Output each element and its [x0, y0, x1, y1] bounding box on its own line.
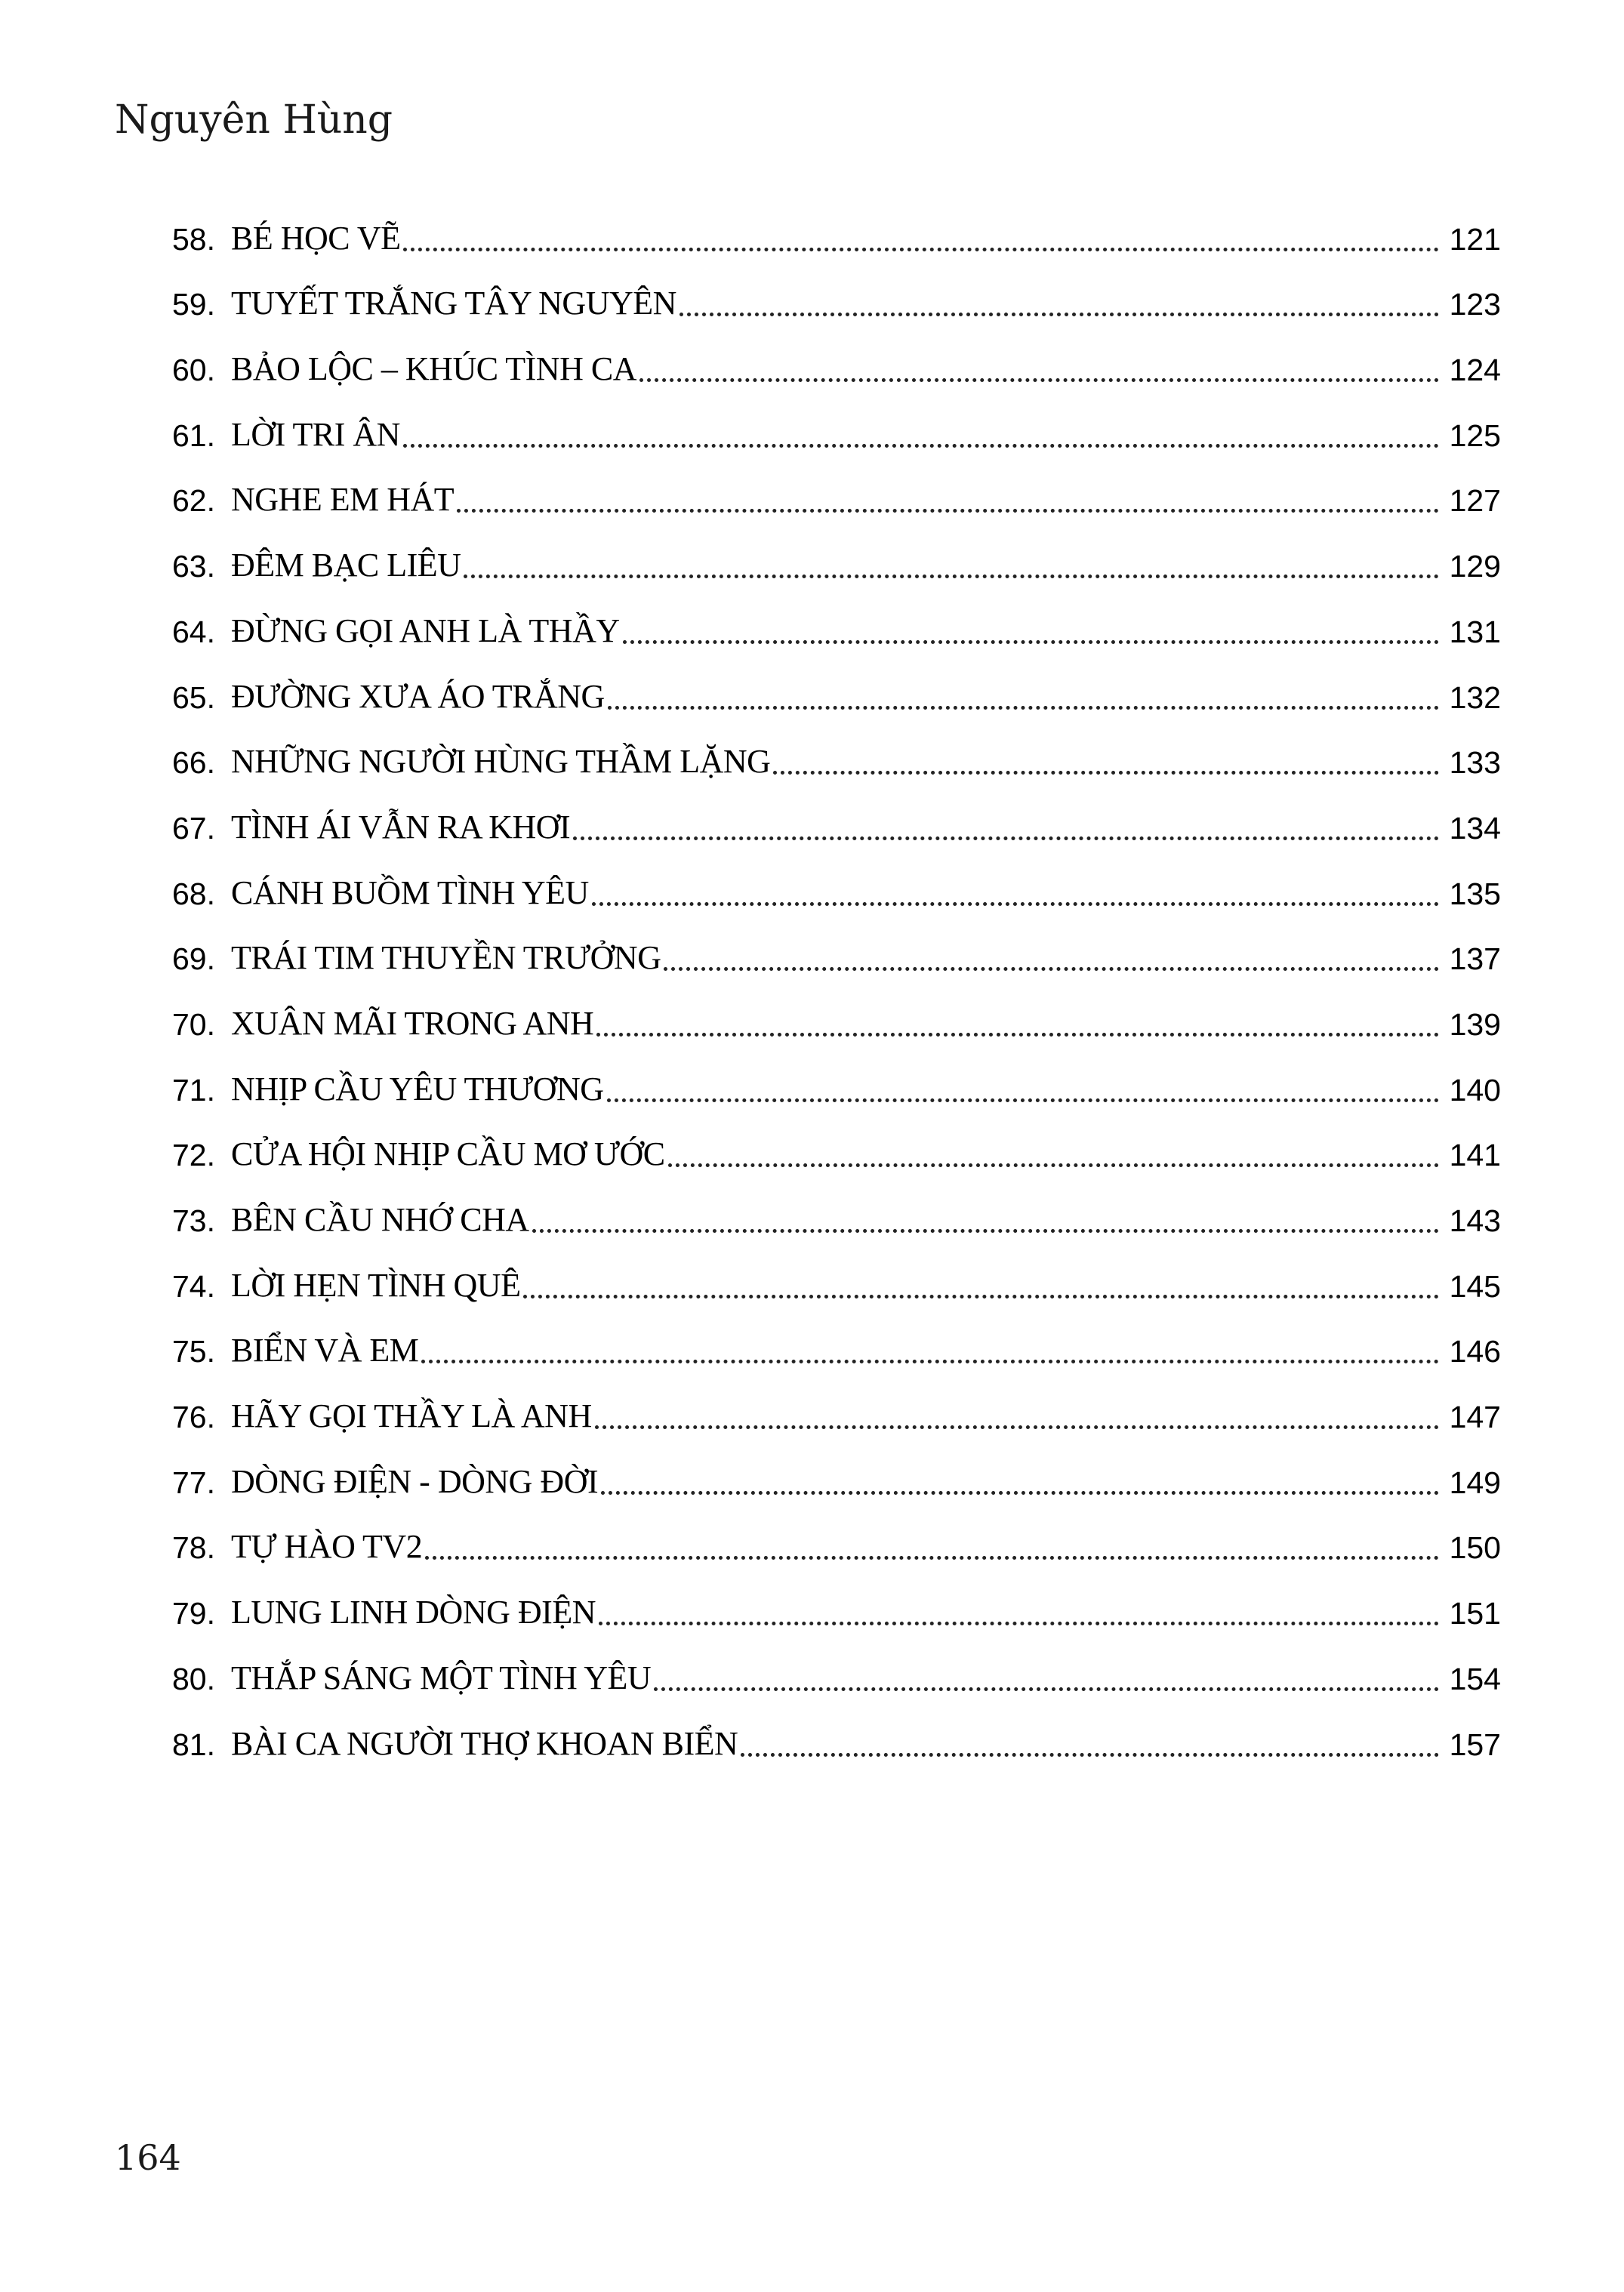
toc-entry-number: 81. — [172, 1727, 215, 1762]
toc-entry-page: 134 — [1449, 810, 1501, 846]
toc-entry-page: 133 — [1449, 745, 1501, 781]
toc-entry-page: 125 — [1449, 417, 1501, 453]
toc-dot-leader — [425, 1556, 1439, 1560]
toc-entry-number: 65. — [172, 679, 215, 715]
toc-entry — [172, 1116, 1501, 1181]
toc-dot-leader — [403, 444, 1439, 448]
toc-dot-leader — [592, 902, 1439, 906]
toc-entry-number: 80. — [172, 1661, 215, 1696]
toc-entry-title: LỜI HẸN TÌNH QUÊ — [231, 1266, 521, 1304]
toc-dot-leader — [457, 509, 1439, 513]
toc-entry-number: 79. — [172, 1596, 215, 1631]
toc-entry-title: BÀI CA NGƯỜI THỢ KHOAN BIỂN — [231, 1724, 738, 1762]
toc-entry-number: 62. — [172, 483, 215, 519]
toc-entry-title: BIỂN VÀ EM — [231, 1332, 419, 1369]
toc-entry-title: TÌNH ÁI VẪN RA KHƠI — [231, 808, 571, 846]
toc-entry-page: 127 — [1449, 483, 1501, 519]
toc-entry-page: 147 — [1449, 1400, 1501, 1435]
toc-entry — [172, 1443, 1501, 1508]
toc-entry-number: 78. — [172, 1530, 215, 1566]
toc-entry-page: 137 — [1449, 941, 1501, 977]
toc-entry-page: 149 — [1449, 1465, 1501, 1500]
toc-dot-leader — [654, 1687, 1439, 1691]
toc-entry-page: 146 — [1449, 1334, 1501, 1369]
toc-entry — [172, 1705, 1501, 1770]
toc-dot-leader — [623, 640, 1439, 644]
toc-entry-page: 132 — [1449, 679, 1501, 715]
toc-entry-title: CỬA HỘI NHỊP CẦU MƠ ƯỚC — [231, 1135, 665, 1173]
toc-dot-leader — [639, 378, 1439, 382]
toc-entry-number: 71. — [172, 1072, 215, 1107]
table-of-contents — [172, 199, 1501, 1770]
running-header-author: Nguyên Hùng — [115, 97, 393, 143]
toc-entry-page: 135 — [1449, 876, 1501, 911]
toc-entry-number: 77. — [172, 1465, 215, 1500]
toc-entry-number: 63. — [172, 549, 215, 584]
toc-entry-title: HÃY GỌI THẦY LÀ ANH — [231, 1397, 592, 1435]
toc-entry — [172, 592, 1501, 658]
toc-entry — [172, 788, 1501, 854]
toc-entry-title: BẢO LỘC – KHÚC TÌNH CA — [231, 350, 636, 388]
toc-entry-number: 66. — [172, 745, 215, 781]
toc-entry-number: 74. — [172, 1268, 215, 1304]
toc-entry-number: 72. — [172, 1138, 215, 1173]
toc-dot-leader — [741, 1753, 1439, 1757]
toc-entry-number: 70. — [172, 1006, 215, 1042]
toc-entry-title: NHỮNG NGƯỜI HÙNG THẦM LẶNG — [231, 743, 771, 781]
toc-entry — [172, 265, 1501, 331]
toc-entry — [172, 1312, 1501, 1378]
toc-entry — [172, 1050, 1501, 1116]
toc-dot-leader — [523, 1295, 1439, 1298]
page-number: 164 — [115, 2137, 181, 2178]
toc-entry — [172, 984, 1501, 1050]
toc-entry-title: BÉ HỌC VẼ — [231, 219, 401, 257]
toc-entry-number: 67. — [172, 810, 215, 846]
toc-entry-title: ĐƯỜNG XƯA ÁO TRẮNG — [231, 677, 605, 715]
toc-entry-title: TRÁI TIM THUYỀN TRƯỞNG — [231, 939, 661, 977]
toc-entry-title: THẮP SÁNG MỘT TÌNH YÊU — [231, 1659, 652, 1696]
toc-entry-number: 69. — [172, 941, 215, 977]
toc-entry-number: 60. — [172, 353, 215, 388]
toc-entry-number: 64. — [172, 614, 215, 649]
toc-dot-leader — [668, 1163, 1439, 1167]
toc-dot-leader — [607, 1098, 1439, 1102]
toc-entry-title: DÒNG ĐIỆN - DÒNG ĐỜI — [231, 1462, 599, 1500]
toc-entry-title: CÁNH BUỒM TÌNH YÊU — [231, 873, 589, 911]
toc-entry-title: XUÂN MÃI TRONG ANH — [231, 1004, 594, 1042]
toc-entry — [172, 1246, 1501, 1312]
toc-dot-leader — [679, 313, 1439, 316]
toc-entry-title: BÊN CẦU NHỚ CHA — [231, 1201, 529, 1238]
toc-entry-title: TỰ HÀO TV2 — [231, 1528, 423, 1566]
toc-entry-page: 140 — [1449, 1072, 1501, 1107]
toc-entry — [172, 526, 1501, 592]
toc-entry-title: NGHE EM HÁT — [231, 481, 455, 519]
toc-entry-page: 131 — [1449, 614, 1501, 649]
toc-entry-number: 76. — [172, 1400, 215, 1435]
toc-dot-leader — [608, 706, 1439, 710]
toc-entry-number: 68. — [172, 876, 215, 911]
toc-entry-page: 121 — [1449, 221, 1501, 257]
toc-entry — [172, 1377, 1501, 1443]
toc-entry-page: 124 — [1449, 353, 1501, 388]
toc-entry-page: 139 — [1449, 1006, 1501, 1042]
toc-dot-leader — [573, 836, 1439, 840]
toc-dot-leader — [403, 248, 1439, 251]
toc-entry — [172, 920, 1501, 985]
toc-entry-page: 141 — [1449, 1138, 1501, 1173]
toc-entry-page: 150 — [1449, 1530, 1501, 1566]
toc-dot-leader — [664, 967, 1439, 971]
toc-dot-leader — [464, 575, 1439, 578]
toc-entry — [172, 199, 1501, 265]
toc-entry-number: 61. — [172, 417, 215, 453]
toc-entry — [172, 1573, 1501, 1639]
toc-dot-leader — [421, 1360, 1439, 1363]
toc-entry-number: 58. — [172, 221, 215, 257]
toc-entry-title: ĐỪNG GỌI ANH LÀ THẦY — [231, 612, 620, 649]
toc-entry-page: 143 — [1449, 1203, 1501, 1238]
toc-entry-title: ĐÊM BẠC LIÊU — [231, 547, 461, 584]
toc-entry-page: 151 — [1449, 1596, 1501, 1631]
toc-entry-page: 154 — [1449, 1661, 1501, 1696]
toc-entry-title: TUYẾT TRẮNG TÂY NGUYÊN — [231, 285, 676, 322]
toc-entry-title: NHỊP CẦU YÊU THƯƠNG — [231, 1070, 604, 1107]
toc-entry — [172, 1508, 1501, 1574]
toc-entry — [172, 1181, 1501, 1246]
toc-dot-leader — [596, 1033, 1439, 1037]
toc-dot-leader — [601, 1491, 1439, 1495]
toc-entry-number: 59. — [172, 287, 215, 322]
toc-dot-leader — [599, 1622, 1439, 1625]
toc-dot-leader — [595, 1425, 1439, 1429]
toc-entry — [172, 658, 1501, 723]
toc-entry-page: 123 — [1449, 287, 1501, 322]
toc-entry — [172, 396, 1501, 461]
toc-entry-page: 157 — [1449, 1727, 1501, 1762]
toc-entry-number: 75. — [172, 1334, 215, 1369]
toc-entry — [172, 1639, 1501, 1705]
toc-entry-page: 129 — [1449, 549, 1501, 584]
toc-entry — [172, 330, 1501, 396]
toc-entry — [172, 854, 1501, 920]
toc-entry-number: 73. — [172, 1203, 215, 1238]
toc-entry-title: LUNG LINH DÒNG ĐIỆN — [231, 1594, 596, 1631]
toc-entry-title: LỜI TRI ÂN — [231, 415, 400, 453]
toc-dot-leader — [773, 771, 1439, 775]
toc-dot-leader — [532, 1229, 1439, 1233]
toc-entry-page: 145 — [1449, 1268, 1501, 1304]
toc-entry — [172, 723, 1501, 789]
toc-entry — [172, 461, 1501, 527]
